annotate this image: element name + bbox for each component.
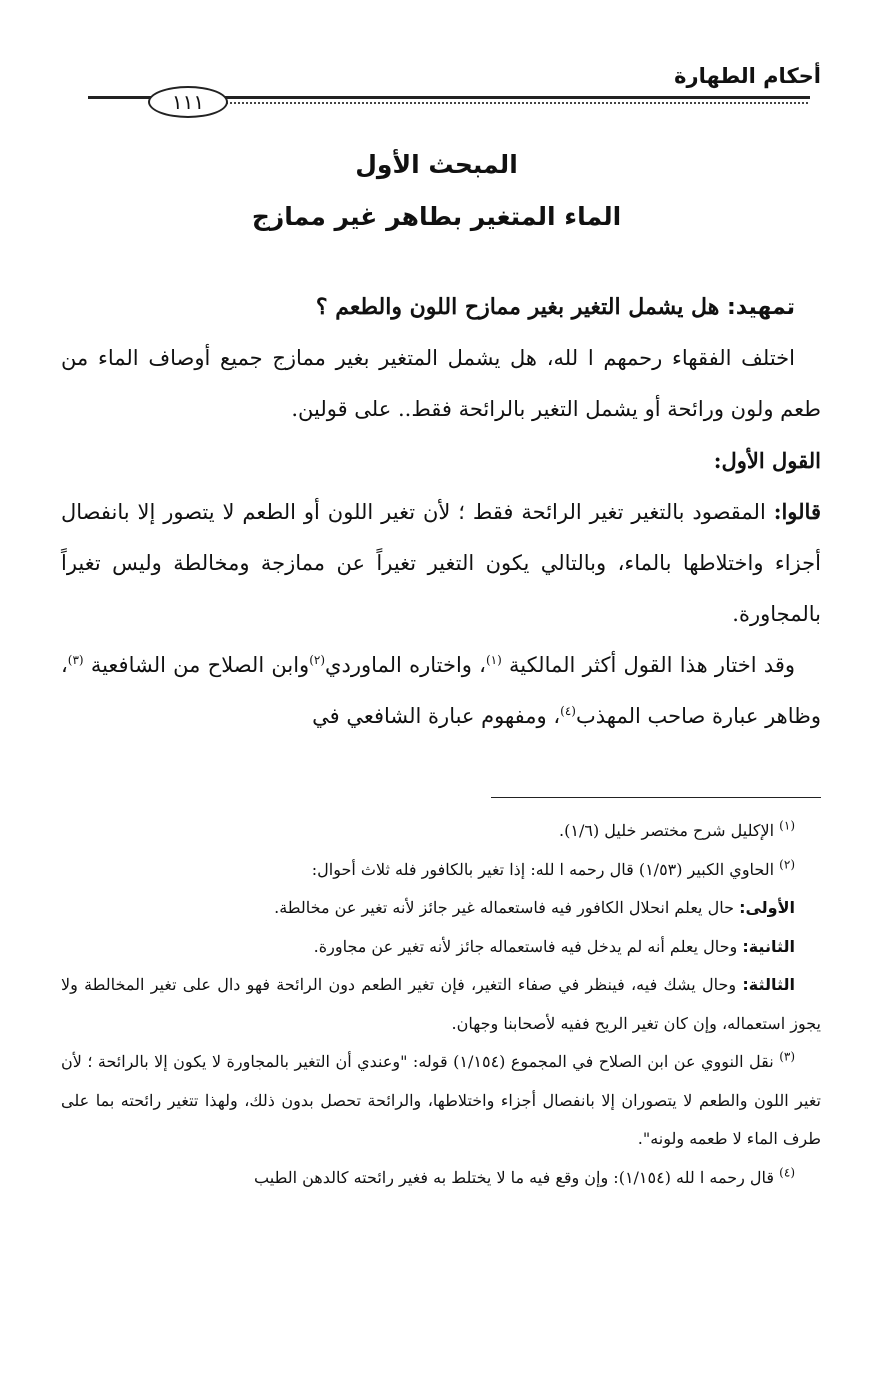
header-rule-dotted	[222, 102, 810, 104]
paragraph-2-text: المقصود بالتغير تغير الرائحة فقط ؛ لأن تغير اللون أو الطعم لا يتصور إلا بانفصال أجزاء واختلاطها بالماء، وبالتالي يكون التغير تغيراً عن ممازجة ومخالطة وليس تغيراً بالمجاورة.	[61, 500, 821, 626]
footnote-4-text: قال رحمه ا لله (١/١٥٤): وإن وقع فيه ما لا يختلط به فغير رائحته كالدهن الطيب	[254, 1167, 780, 1187]
footnotes	[61, 812, 821, 1197]
footnote-ref-4[interactable]: (٤)	[560, 704, 576, 718]
footnote-2-case-2	[61, 928, 821, 967]
footnote-2-text: الحاوي الكبير (١/٥٣) قال رحمه ا لله: إذا تغير بالكافور فله ثلاث أحوال:	[311, 859, 780, 879]
case-2-label: الثانية:	[742, 936, 795, 956]
paragraph-2-label: قالوا:	[773, 499, 821, 524]
intro-label: تمهيد:	[726, 295, 795, 320]
footnote-4	[61, 1159, 821, 1198]
paragraph-3-part-d: ، وظاهر عبارة صاحب المهذب	[61, 653, 821, 728]
paragraph-1: اختلف الفقهاء رحمهم ا لله، هل يشمل المتغير بغير ممازج جميع أوصاف الماء من طعم ولون ورائحة أو يشمل التغير بالرائحة فقط.. على قولين.	[61, 346, 821, 421]
footnote-3-text: نقل النووي عن ابن الصلاح في المجموع (١/١٥٤) قوله: "وعندي أن التغير بالمجاورة لا يكون إلا بالرائحة ؛ لأن تغير اللون والطعم لا يتصوران إلا بانفصال أجزاء واختلاطها، والرائحة تحصل بدون ذلك، ولهذا تتغير رائحته بما على طرف الماء لا طعمه ولونه".	[61, 1052, 821, 1148]
intro-question: هل يشمل التغير بغير ممازح اللون والطعم ؟	[315, 294, 727, 320]
footnote-ref-1[interactable]: (١)	[485, 653, 502, 667]
footnote-separator	[491, 797, 821, 798]
footnote-2-number: (٢)	[779, 857, 795, 872]
footnote-1-number: (١)	[779, 818, 795, 833]
running-header-title: أحكام الطهارة	[674, 64, 821, 88]
paragraph-3-part-c: وابن الصلاح من الشافعية	[83, 653, 310, 677]
case-1-text: حال يعلم انحلال الكافور فيه فاستعماله غير جائز لأنه تغير عن مخالطة.	[274, 898, 740, 917]
footnote-2-case-3	[61, 966, 821, 1043]
footnote-2-case-1	[61, 889, 821, 928]
paragraph-3-part-b: ، واختاره الماوردي	[325, 653, 486, 677]
paragraph-3-part-a: وقد اختار هذا القول أكثر المالكية	[501, 653, 795, 677]
footnote-1	[61, 812, 821, 851]
first-opinion-heading: القول الأول:	[713, 448, 821, 473]
paragraph-2	[61, 486, 821, 640]
case-3-text: وحال يشك فيه، فينظر في صفاء التغير، فإن تغير الطعم دون الرائحة فهو دال على تغير المخالطة ولا يجوز استعماله، وإن كان تغير الريح ففيه لأصحابنا وجهان.	[61, 975, 821, 1033]
case-1-label: الأولى:	[739, 898, 795, 917]
page-number: ١١١	[148, 86, 228, 118]
footnote-ref-2[interactable]: (٢)	[309, 653, 326, 667]
footnote-3	[61, 1043, 821, 1159]
section-heading: المبحث الأول	[355, 150, 518, 179]
case-3-label: الثالثة:	[742, 975, 796, 994]
paragraph-3	[61, 640, 821, 742]
intro-line	[61, 282, 821, 333]
footnote-ref-3[interactable]: (٣)	[67, 653, 84, 667]
footnote-1-text: الإكليل شرح مختصر خليل (١/٦).	[559, 821, 780, 840]
section-subtitle: الماء المتغير بطاهر غير ممازج	[251, 202, 622, 231]
paragraph-3-part-e: ، ومفهوم عبارة الشافعي في	[312, 704, 561, 728]
footnote-3-number: (٣)	[779, 1049, 796, 1064]
main-text	[61, 282, 821, 742]
case-2-text: وحال يعلم أنه لم يدخل فيه فاستعماله جائز لأنه تغير عن مجاورة.	[313, 936, 743, 956]
footnote-2	[61, 851, 821, 890]
footnote-4-number: (٤)	[779, 1165, 795, 1180]
